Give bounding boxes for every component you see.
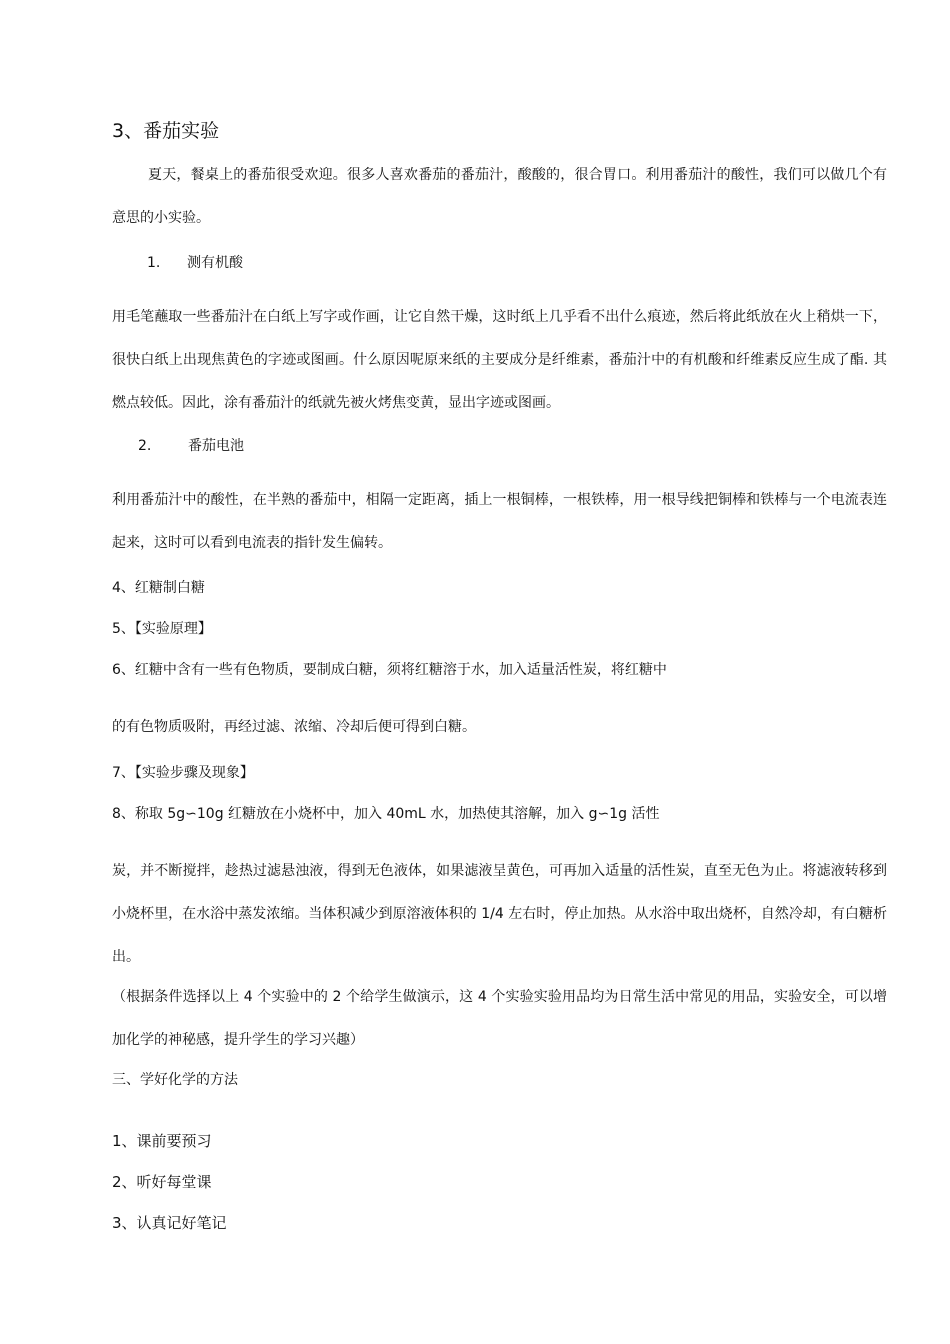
experiment-note: （根据条件选择以上 4 个实验中的 2 个给学生做演示，这 4 个实验实验用品均为日常生活中常见的用品，实验安全，可以增加化学的神秘感，提升学生的学习兴趣）	[112, 989, 887, 1048]
item1-paragraph: 用毛笔蘸取一些番茄汁在白纸上写字或作画，让它自然干燥，这时纸上几乎看不出什么痕迹，然后将此纸放在火上稍烘一下，很快白纸上出现焦黄色的字迹或图画。什么原因呢原来纸的主要成分是纤维素，番茄汁中的有机酸和纤维素反应生成了酯. 其燃点较低。因此，涂有番茄汁的纸就先被火烤焦变黄，显出字迹或图画。	[112, 309, 887, 411]
tomato-intro: 夏天，餐桌上的番茄很受欢迎。很多人喜欢番茄的番茄汁，酸酸的，很合胃口。利用番茄汁的酸性，我们可以做几个有意思的小实验。	[112, 167, 887, 226]
item2-title: 番茄电池	[188, 438, 244, 454]
heading-methods: 三、学好化学的方法	[112, 1072, 238, 1088]
heading-sugar: 4、红糖制白糖	[112, 580, 205, 596]
item2-number: 2.	[138, 438, 152, 454]
method-item-2: 2、听好每堂课	[112, 1173, 212, 1191]
principle-line-2: 的有色物质吸附，再经过滤、浓缩、冷却后便可得到白糖。	[112, 719, 476, 735]
method-item-1: 1、课前要预习	[112, 1132, 212, 1150]
steps-label: 7、【实验步骤及现象】	[112, 765, 254, 781]
steps-line-1: 8、称取 5g∽10g 红糖放在小烧杯中，加入 40mL 水，加热使其溶解，加入 g∽1g 活性	[112, 806, 660, 822]
principle-line-1: 6、红糖中含有一些有色物质，要制成白糖，须将红糖溶于水，加入适量活性炭，将红糖中	[112, 662, 667, 678]
heading-tomato: 3、番茄实验	[112, 120, 220, 142]
method-item-3: 3、认真记好笔记	[112, 1214, 227, 1232]
item2-header	[112, 425, 887, 468]
item2-paragraph: 利用番茄汁中的酸性，在半熟的番茄中，相隔一定距离，插上一根铜棒，一根铁棒，用一根导线把铜棒和铁棒与一个电流表连起来，这时可以看到电流表的指针发生偏转。	[112, 492, 887, 551]
item1-header	[112, 242, 887, 285]
steps-paragraph: 炭，并不断搅拌，趁热过滤悬浊液，得到无色液体，如果滤液呈黄色，可再加入适量的活性炭，直至无色为止。将滤液转移到小烧杯里，在水浴中蒸发浓缩。当体积减少到原溶液体积的 1/4 左右时，停止加热。从水浴中取出烧杯，自然冷却，有白糖析出。	[112, 863, 887, 965]
item1-title: 测有机酸	[187, 255, 243, 271]
principle-label: 5、【实验原理】	[112, 621, 212, 637]
item1-number: 1.	[147, 255, 161, 271]
